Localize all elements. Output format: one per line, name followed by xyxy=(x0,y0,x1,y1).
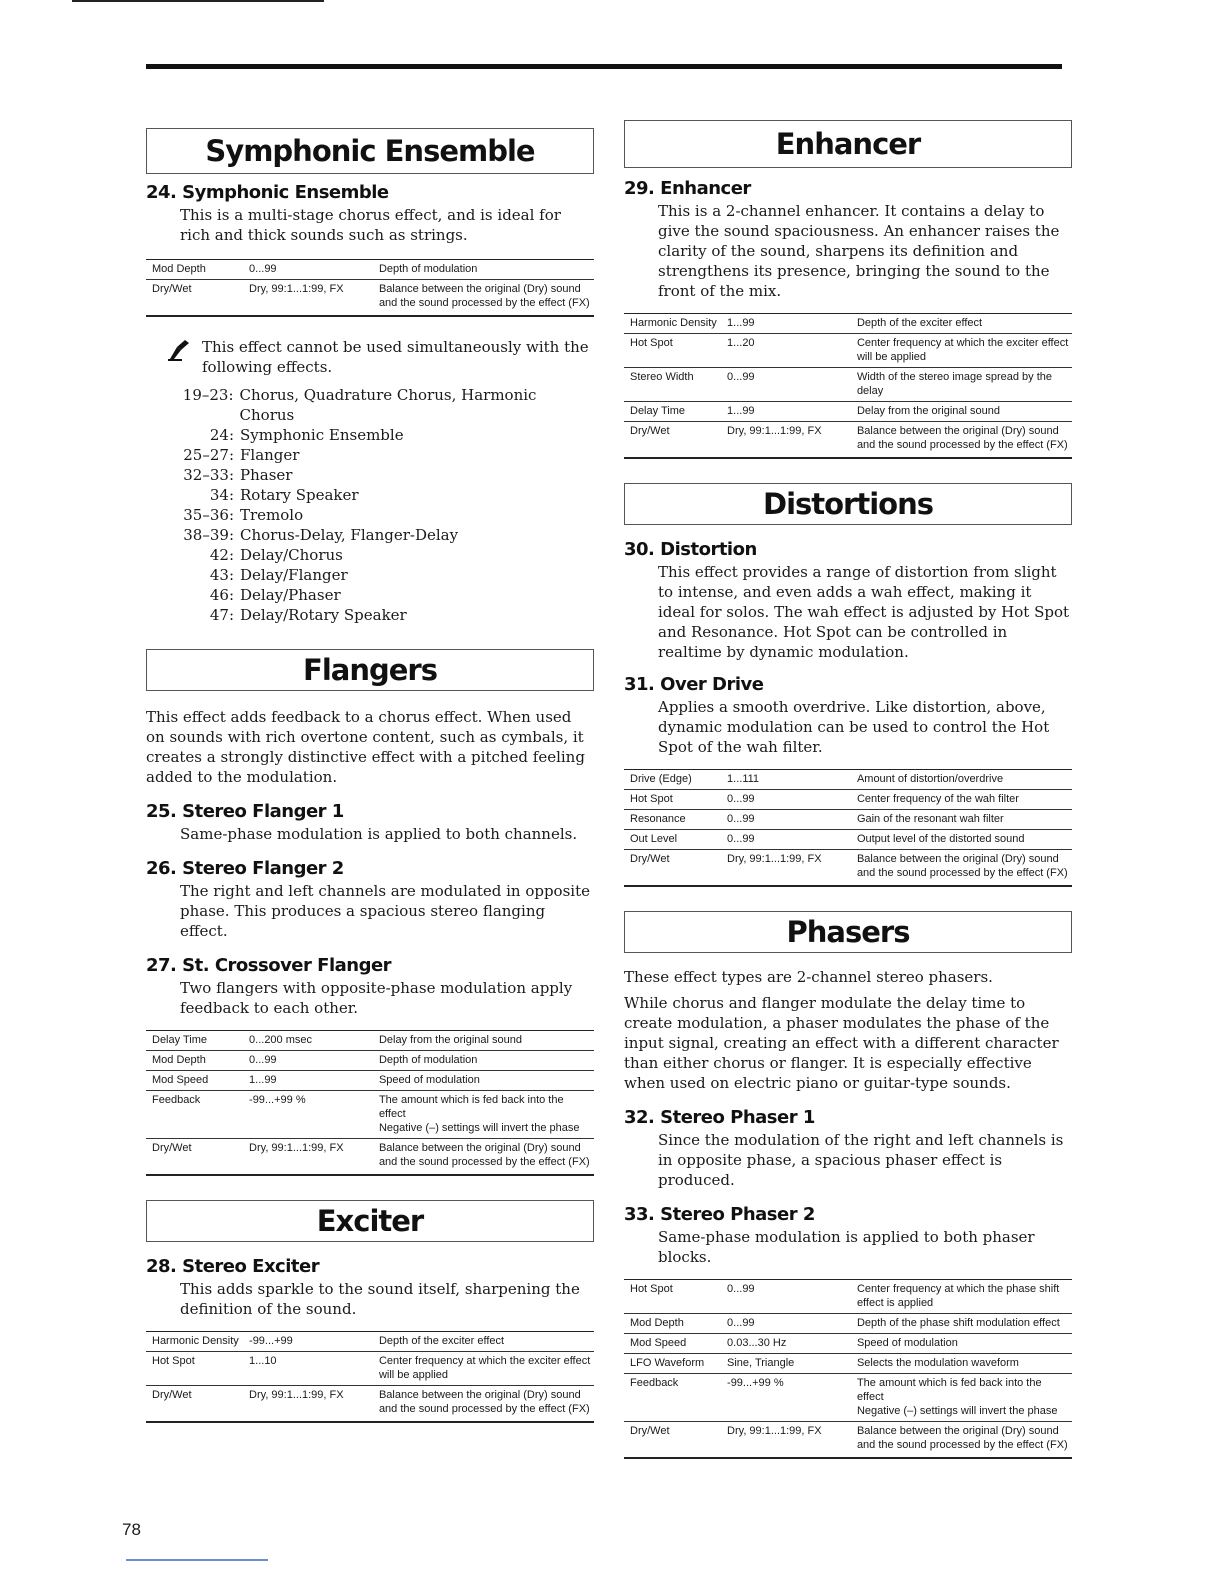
phaser-param-row xyxy=(624,1314,1072,1334)
effect-name: Phaser xyxy=(240,466,293,484)
param-range: 0...99 xyxy=(727,1314,857,1334)
fx28-title: 28. Stereo Exciter xyxy=(146,1256,320,1277)
param-range: 1...99 xyxy=(249,1071,379,1091)
fx33-title: 33. Stereo Phaser 2 xyxy=(624,1204,815,1225)
fx33-description: Same-phase modulation is applied to both phaser blocks. xyxy=(658,1228,1035,1266)
fx25-description: Same-phase modulation is applied to both channels. xyxy=(180,825,578,843)
param-range: Dry, 99:1...1:99, FX xyxy=(727,422,857,459)
effect-name: Tremolo xyxy=(240,506,304,524)
incompatible-effect-item xyxy=(146,605,594,625)
incompatible-effect-item xyxy=(146,385,594,425)
incompatible-effect-item xyxy=(146,525,594,545)
effect-number: 19–23: xyxy=(182,386,234,404)
param-description: Center frequency of the wah filter xyxy=(857,790,1072,810)
effect-number: 34: xyxy=(209,486,234,504)
effect-name: Delay/Phaser xyxy=(240,586,341,604)
param-name: Mod Speed xyxy=(624,1334,727,1354)
fx29-param-row xyxy=(624,314,1072,334)
param-description: Balance between the original (Dry) sound and the sound processed by the effect (FX) xyxy=(857,422,1072,459)
phasers-param-table xyxy=(624,1279,1072,1459)
effect-name: Rotary Speaker xyxy=(240,486,359,504)
param-description: Output level of the distorted sound xyxy=(857,830,1072,850)
param-range: Dry, 99:1...1:99, FX xyxy=(249,1386,379,1423)
flangers-section-title-text: Flangers xyxy=(303,653,437,687)
fx29-param-row xyxy=(624,402,1072,422)
param-range: 1...111 xyxy=(727,770,857,790)
param-range: 0...99 xyxy=(727,368,857,402)
param-description: Center frequency at which the exciter effect will be applied xyxy=(379,1352,594,1386)
flangers-param-table xyxy=(146,1030,594,1176)
incompatibility-note xyxy=(146,337,594,377)
param-name: Hot Spot xyxy=(624,790,727,810)
param-description: Balance between the original (Dry) sound and the sound processed by the effect (FX) xyxy=(379,280,594,317)
param-name: Dry/Wet xyxy=(624,1422,727,1459)
pencil-note-icon xyxy=(168,339,194,366)
enhancer-section-title xyxy=(624,120,1072,168)
flanger-param-row xyxy=(146,1071,594,1091)
fx29-param-table xyxy=(624,313,1072,459)
symphonic-section-title xyxy=(146,128,594,174)
param-name: Hot Spot xyxy=(624,1280,727,1314)
param-description: Delay from the original sound xyxy=(379,1031,594,1051)
param-description: Balance between the original (Dry) sound and the sound processed by the effect (FX) xyxy=(379,1139,594,1176)
fx32-title: 32. Stereo Phaser 1 xyxy=(624,1107,815,1128)
phaser-param-row xyxy=(624,1354,1072,1374)
param-name: Stereo Width xyxy=(624,368,727,402)
incompatible-effect-item xyxy=(146,445,594,465)
param-range: Sine, Triangle xyxy=(727,1354,857,1374)
fx24-title: 24. Symphonic Ensemble xyxy=(146,182,389,203)
incompatibility-note-text: This effect cannot be used simultaneously with the following effects. xyxy=(202,338,589,376)
fx28-param-row xyxy=(146,1352,594,1386)
distortion-param-row xyxy=(624,850,1072,887)
effect-number: 35–36: xyxy=(183,506,234,524)
param-range: -99...+99 xyxy=(249,1332,379,1352)
param-name: Mod Speed xyxy=(146,1071,249,1091)
fx27-title: 27. St. Crossover Flanger xyxy=(146,955,392,976)
incompatible-effect-item xyxy=(146,585,594,605)
right-column xyxy=(624,120,1072,1459)
param-description: Depth of the exciter effect xyxy=(379,1332,594,1352)
distortions-section-title-text: Distortions xyxy=(763,487,933,521)
incompatible-effect-item xyxy=(146,565,594,585)
fx26-title: 26. Stereo Flanger 2 xyxy=(146,858,344,879)
param-range: Dry, 99:1...1:99, FX xyxy=(249,1139,379,1176)
fx24-param-row xyxy=(146,260,594,280)
fx28-param-table xyxy=(146,1331,594,1423)
param-range: -99...+99 % xyxy=(727,1374,857,1422)
param-description: Balance between the original (Dry) sound and the sound processed by the effect (FX) xyxy=(857,850,1072,887)
param-range: Dry, 99:1...1:99, FX xyxy=(727,850,857,887)
param-range: -99...+99 % xyxy=(249,1091,379,1139)
distortions-param-table xyxy=(624,769,1072,887)
fx30-title: 30. Distortion xyxy=(624,539,757,560)
param-description: The amount which is fed back into the effect Negative (–) settings will invert the phase xyxy=(857,1374,1072,1422)
param-range: 0...200 msec xyxy=(249,1031,379,1051)
effect-name: Symphonic Ensemble xyxy=(240,426,404,444)
param-description: Amount of distortion/overdrive xyxy=(857,770,1072,790)
param-range: 0...99 xyxy=(727,810,857,830)
param-range: 1...20 xyxy=(727,334,857,368)
param-name: Resonance xyxy=(624,810,727,830)
effect-name: Chorus, Quadrature Chorus, Harmonic Chorus xyxy=(239,386,537,424)
fx24-description: This is a multi-stage chorus effect, and is ideal for rich and thick sounds such as strings. xyxy=(180,206,561,244)
fx29-description: This is a 2-channel enhancer. It contains a delay to give the sound spaciousness. An enhancer raises the clarity of the sound, sharpens its definition and strengthens its presence, bringing the sound to the front of the mix. xyxy=(658,202,1060,300)
param-name: Harmonic Density xyxy=(146,1332,249,1352)
left-column xyxy=(146,128,594,1423)
param-name: Mod Depth xyxy=(146,1051,249,1071)
effect-number: 32–33: xyxy=(183,466,234,484)
param-range: Dry, 99:1...1:99, FX xyxy=(249,280,379,317)
param-description: Depth of modulation xyxy=(379,260,594,280)
param-range: 0...99 xyxy=(727,830,857,850)
fx28-description: This adds sparkle to the sound itself, sharpening the definition of the sound. xyxy=(180,1280,580,1318)
phasers-section-title-text: Phasers xyxy=(786,915,910,949)
phasers-intro-2: While chorus and flanger modulate the delay time to create modulation, a phaser modulates the phase of the input signal, creating an effect with a different character than either chorus or flanger. It is especially effective when used on electric piano or guitar-type sounds. xyxy=(624,994,1059,1092)
flanger-param-row xyxy=(146,1031,594,1051)
param-description: Gain of the resonant wah filter xyxy=(857,810,1072,830)
flangers-intro: This effect adds feedback to a chorus effect. When used on sounds with rich overtone content, such as cymbals, it creates a strongly distinctive effect with a pitched feeling added to the modulation. xyxy=(146,708,585,786)
param-name: Feedback xyxy=(146,1091,249,1139)
param-name: Hot Spot xyxy=(624,334,727,368)
phasers-intro-1: These effect types are 2-channel stereo phasers. xyxy=(624,968,993,986)
effect-number: 24: xyxy=(209,426,234,444)
param-range: 0.03...30 Hz xyxy=(727,1334,857,1354)
flangers-section-title xyxy=(146,649,594,691)
param-name: Dry/Wet xyxy=(146,280,249,317)
param-range: 1...10 xyxy=(249,1352,379,1386)
param-name: Delay Time xyxy=(146,1031,249,1051)
fx28-param-row xyxy=(146,1332,594,1352)
symphonic-section-title-text: Symphonic Ensemble xyxy=(205,134,535,168)
effect-number: 38–39: xyxy=(183,526,234,544)
flanger-param-row xyxy=(146,1139,594,1176)
param-name: Dry/Wet xyxy=(624,850,727,887)
param-name: Hot Spot xyxy=(146,1352,249,1386)
param-name: Out Level xyxy=(624,830,727,850)
param-range: 1...99 xyxy=(727,314,857,334)
param-description: Balance between the original (Dry) sound and the sound processed by the effect (FX) xyxy=(857,1422,1072,1459)
fx29-param-row xyxy=(624,422,1072,459)
distortions-section-title xyxy=(624,483,1072,525)
param-description: Speed of modulation xyxy=(857,1334,1072,1354)
fx25-title: 25. Stereo Flanger 1 xyxy=(146,801,344,822)
enhancer-section-title-text: Enhancer xyxy=(775,127,921,161)
effect-name: Delay/Flanger xyxy=(240,566,348,584)
param-name: LFO Waveform xyxy=(624,1354,727,1374)
param-name: Drive (Edge) xyxy=(624,770,727,790)
fx24-param-table xyxy=(146,259,594,317)
param-range: 0...99 xyxy=(249,260,379,280)
flanger-param-row xyxy=(146,1091,594,1139)
top-left-rule xyxy=(72,0,324,2)
fx27-description: Two flangers with opposite-phase modulation apply feedback to each other. xyxy=(180,979,573,1017)
distortion-param-row xyxy=(624,770,1072,790)
param-description: Balance between the original (Dry) sound and the sound processed by the effect (FX) xyxy=(379,1386,594,1423)
fx28-param-row xyxy=(146,1386,594,1423)
param-name: Dry/Wet xyxy=(146,1386,249,1423)
flanger-param-row xyxy=(146,1051,594,1071)
effect-number: 42: xyxy=(209,546,234,564)
incompatible-effect-item xyxy=(146,485,594,505)
fx24-param-row xyxy=(146,280,594,317)
phaser-param-row xyxy=(624,1334,1072,1354)
phaser-param-row xyxy=(624,1280,1072,1314)
param-description: Speed of modulation xyxy=(379,1071,594,1091)
param-description: Width of the stereo image spread by the delay xyxy=(857,368,1072,402)
param-description: Delay from the original sound xyxy=(857,402,1072,422)
fx29-param-row xyxy=(624,368,1072,402)
phaser-param-row xyxy=(624,1374,1072,1422)
param-range: Dry, 99:1...1:99, FX xyxy=(727,1422,857,1459)
fx31-title: 31. Over Drive xyxy=(624,674,764,695)
param-name: Harmonic Density xyxy=(624,314,727,334)
param-description: Selects the modulation waveform xyxy=(857,1354,1072,1374)
incompatible-effect-item xyxy=(146,545,594,565)
effect-number: 43: xyxy=(209,566,234,584)
incompatible-effect-item xyxy=(146,425,594,445)
fx29-title: 29. Enhancer xyxy=(624,178,751,199)
phaser-param-row xyxy=(624,1422,1072,1459)
distortion-param-row xyxy=(624,830,1072,850)
distortion-param-row xyxy=(624,790,1072,810)
param-description: Center frequency at which the exciter effect will be applied xyxy=(857,334,1072,368)
effect-name: Flanger xyxy=(240,446,300,464)
page-header-rule xyxy=(146,64,1062,69)
page-number: 78 xyxy=(122,1520,141,1539)
param-description: Depth of the phase shift modulation effect xyxy=(857,1314,1072,1334)
incompatible-effects-list xyxy=(146,385,594,625)
param-description: Depth of modulation xyxy=(379,1051,594,1071)
fx30-description: This effect provides a range of distortion from slight to intense, and even adds a wah effect, making it ideal for solos. The wah effect is adjusted by Hot Spot and Resonance. Hot Spot can be controlled in realtime by dynamic modulation. xyxy=(658,563,1070,661)
fx31-description: Applies a smooth overdrive. Like distortion, above, dynamic modulation can be used to control the Hot Spot of the wah filter. xyxy=(658,698,1050,756)
param-range: 1...99 xyxy=(727,402,857,422)
param-name: Mod Depth xyxy=(624,1314,727,1334)
param-name: Dry/Wet xyxy=(146,1139,249,1176)
param-description: Depth of the exciter effect xyxy=(857,314,1072,334)
effect-name: Chorus-Delay, Flanger-Delay xyxy=(240,526,459,544)
effect-number: 47: xyxy=(209,606,234,624)
param-name: Dry/Wet xyxy=(624,422,727,459)
incompatible-effect-item xyxy=(146,465,594,485)
exciter-section-title-text: Exciter xyxy=(316,1204,424,1238)
fx26-description: The right and left channels are modulated in opposite phase. This produces a spacious stereo flanging effect. xyxy=(180,882,590,940)
effect-number: 25–27: xyxy=(183,446,234,464)
effect-name: Delay/Rotary Speaker xyxy=(240,606,407,624)
effect-name: Delay/Chorus xyxy=(240,546,343,564)
param-range: 0...99 xyxy=(727,790,857,810)
param-name: Feedback xyxy=(624,1374,727,1422)
param-description: Center frequency at which the phase shift effect is applied xyxy=(857,1280,1072,1314)
effect-number: 46: xyxy=(209,586,234,604)
bottom-rule xyxy=(126,1559,268,1561)
exciter-section-title xyxy=(146,1200,594,1242)
param-range: 0...99 xyxy=(249,1051,379,1071)
param-name: Mod Depth xyxy=(146,260,249,280)
param-range: 0...99 xyxy=(727,1280,857,1314)
phasers-section-title xyxy=(624,911,1072,953)
fx29-param-row xyxy=(624,334,1072,368)
incompatible-effect-item xyxy=(146,505,594,525)
param-name: Delay Time xyxy=(624,402,727,422)
param-description: The amount which is fed back into the effect Negative (–) settings will invert the phase xyxy=(379,1091,594,1139)
fx32-description: Since the modulation of the right and left channels is in opposite phase, a spacious phaser effect is produced. xyxy=(658,1131,1064,1189)
distortion-param-row xyxy=(624,810,1072,830)
